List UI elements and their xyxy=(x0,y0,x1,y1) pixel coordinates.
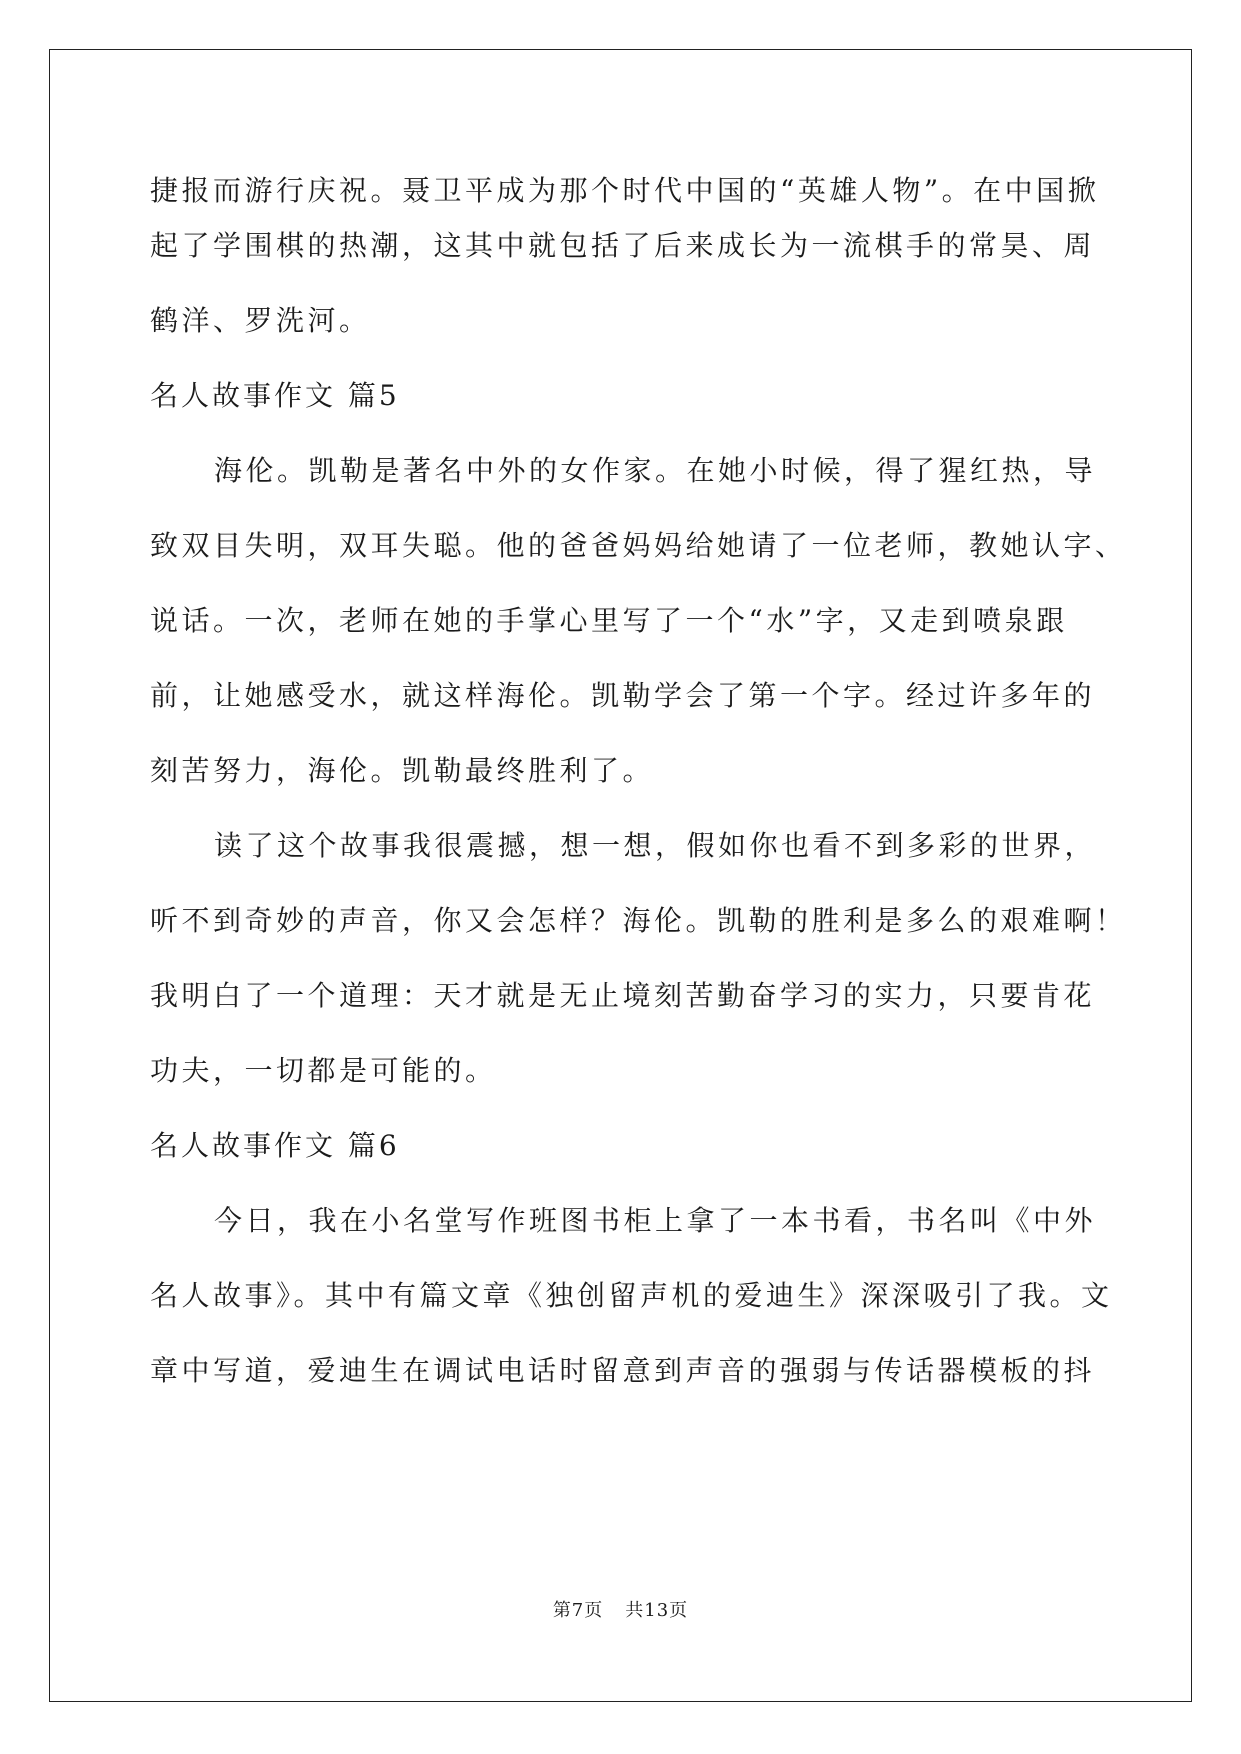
text-line: 章中写道，爱迪生在调试电话时留意到声音的强弱与传话器模板的抖 xyxy=(150,1354,1096,1387)
text-line: 致双目失明，双耳失聪。他的爸爸妈妈给她请了一位老师，教她认字、 xyxy=(150,529,1127,562)
text-line: 捷报而游行庆祝。聂卫平成为那个时代中国的“英雄人物”。在中国掀 xyxy=(150,174,1100,207)
page-number: 第7页 xyxy=(552,1600,604,1621)
text-line: 今日，我在小名堂写作班图书柜上拿了一本书看，书名叫《中外 xyxy=(214,1204,1097,1237)
text-line: 名人故事》。其中有篇文章《独创留声机的爱迪生》深深吸引了我。文 xyxy=(150,1279,1113,1312)
text-line: 听不到奇妙的声音，你又会怎样？海伦。凯勒的胜利是多么的艰难啊！ xyxy=(150,904,1127,937)
text-line: 我明白了一个道理：天才就是无止境刻苦勤奋学习的实力，只要肯花 xyxy=(150,979,1096,1012)
page-border xyxy=(49,49,1192,1702)
text-line: 前，让她感受水，就这样海伦。凯勒学会了第一个字。经过许多年的 xyxy=(150,679,1096,712)
text-line: 刻苦努力，海伦。凯勒最终胜利了。 xyxy=(150,754,655,787)
text-line: 海伦。凯勒是著名中外的女作家。在她小时候，得了猩红热，导 xyxy=(214,454,1097,487)
text-line: 鹤洋、罗洗河。 xyxy=(150,304,371,337)
text-line: 读了这个故事我很震撼，想一想，假如你也看不到多彩的世界， xyxy=(214,829,1097,862)
section-heading-5: 名人故事作文 篇5 xyxy=(150,379,400,412)
text-line: 功夫，一切都是可能的。 xyxy=(150,1054,497,1087)
text-line: 起了学围棋的热潮，这其中就包括了后来成长为一流棋手的常昊、周 xyxy=(150,229,1096,262)
page-footer xyxy=(0,1600,1241,1622)
page-total: 共13页 xyxy=(625,1600,689,1621)
section-heading-6: 名人故事作文 篇6 xyxy=(150,1129,400,1162)
text-line: 说话。一次，老师在她的手掌心里写了一个“水”字，又走到喷泉跟 xyxy=(150,604,1068,637)
